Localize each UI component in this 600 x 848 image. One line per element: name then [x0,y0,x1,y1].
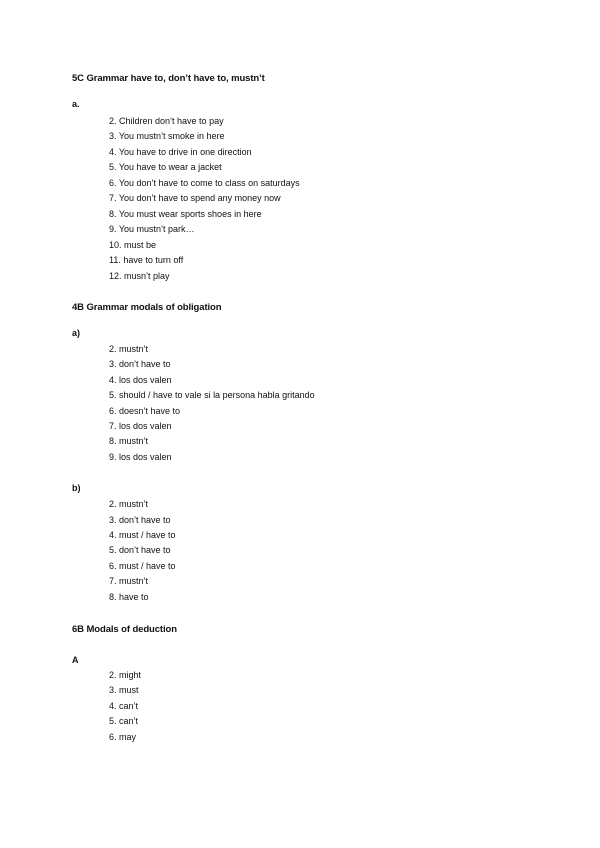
answer-item: 5. don’t have to [109,545,171,555]
answer-item: 7. mustn’t [109,576,149,586]
answer-item: 6. must / have to [109,561,176,571]
answer-item: 6. may [109,732,137,742]
answer-item: 8. have to [109,592,149,602]
answer-item: 9. los dos valen [109,452,172,462]
part-label: A [72,655,79,665]
part-label: a) [72,328,81,338]
answer-item: 4. can’t [109,701,139,711]
answer-item: 2. mustn’t [109,499,149,509]
answer-item: 8. mustn’t [109,436,149,446]
answer-item: 4. los dos valen [109,375,172,385]
part-label: a. [72,99,80,109]
answer-item: 3. You mustn’t smoke in here [109,131,225,141]
answer-item: 4. must / have to [109,530,176,540]
answer-item: 3. don’t have to [109,359,171,369]
answer-item: 2. might [109,670,142,680]
answer-item: 6. doesn’t have to [109,406,181,416]
section-title: 4B Grammar modals of obligation [72,302,222,313]
answer-item: 9. You mustn’t park… [109,224,195,234]
answer-item: 6. You don’t have to come to class on saturdays [109,178,300,188]
answer-item: 2. mustn’t [109,344,149,354]
answer-item: 5. You have to wear a jacket [109,162,222,172]
answer-item: 7. You don’t have to spend any money now [109,193,281,203]
answer-item: 5. should / have to vale si la persona habla gritando [109,390,315,400]
answer-item: 7. los dos valen [109,421,172,431]
part-label: b) [72,483,81,493]
answer-item: 8. You must wear sports shoes in here [109,209,262,219]
section-title: 6B Modals of deduction [72,624,177,635]
answer-item: 11. have to turn off [109,255,184,265]
answer-item: 12. musn’t play [109,271,170,281]
answer-item: 2. Children don’t have to pay [109,116,224,126]
answer-item: 10. must be [109,240,157,250]
answer-item: 3. must [109,685,139,695]
section-title: 5C Grammar have to, don’t have to, mustn’t [72,73,265,84]
answer-item: 5. can’t [109,716,139,726]
answer-item: 4. You have to drive in one direction [109,147,252,157]
answer-item: 3. don’t have to [109,515,171,525]
